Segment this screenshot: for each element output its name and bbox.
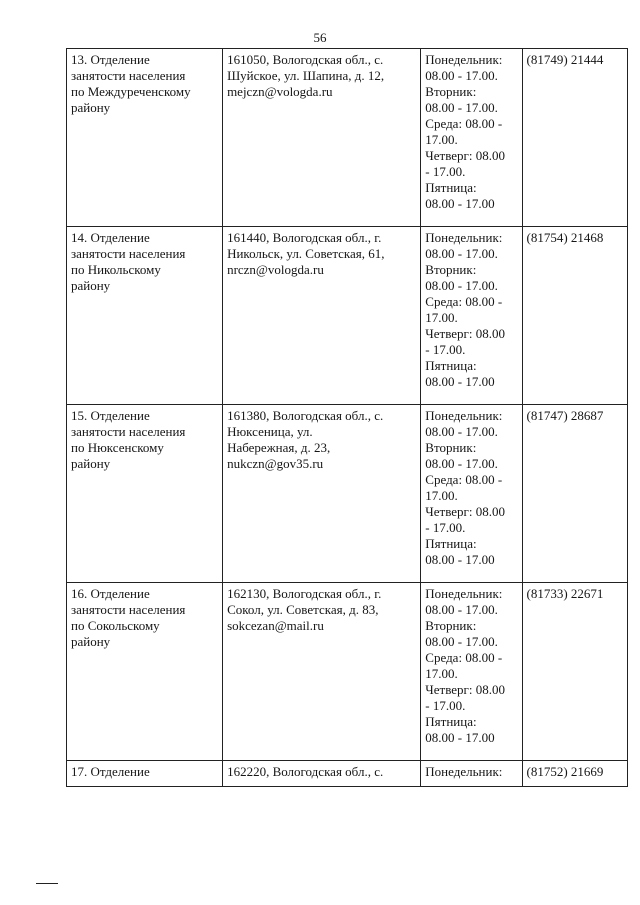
office-phone-cell: (81733) 22671 <box>522 583 627 761</box>
office-hours-cell: Понедельник: 08.00 - 17.00. Вторник: 08.00 - 17.00. Среда: 08.00 - 17.00. Четверг: 08.00 - 17.00. Пятница: 08.00 - 17.00 <box>421 405 522 583</box>
table-row <box>67 761 628 787</box>
office-name-cell: 13. Отделение занятости населения по Междуреченскому району <box>67 49 223 227</box>
office-name-cell: 15. Отделение занятости населения по Нюксенскому району <box>67 405 223 583</box>
page-number: 56 <box>313 30 327 45</box>
footer-divider <box>36 883 58 884</box>
office-phone-cell: (81752) 21669 <box>522 761 627 787</box>
office-address-cell: 161050, Вологодская обл., с. Шуйское, ул. Шапина, д. 12, mejczn@vologda.ru <box>223 49 421 227</box>
office-name-cell: 16. Отделение занятости населения по Сокольскому району <box>67 583 223 761</box>
office-address-cell: 161440, Вологодская обл., г. Никольск, ул. Советская, 61, nrczn@vologda.ru <box>223 227 421 405</box>
office-name-cell: 17. Отделение <box>67 761 223 787</box>
office-hours-cell: Понедельник: 08.00 - 17.00. Вторник: 08.00 - 17.00. Среда: 08.00 - 17.00. Четверг: 08.00 - 17.00. Пятница: 08.00 - 17.00 <box>421 49 522 227</box>
office-hours-cell: Понедельник: 08.00 - 17.00. Вторник: 08.00 - 17.00. Среда: 08.00 - 17.00. Четверг: 08.00 - 17.00. Пятница: 08.00 - 17.00 <box>421 583 522 761</box>
office-address-cell: 162130, Вологодская обл., г. Сокол, ул. Советская, д. 83, sokcezan@mail.ru <box>223 583 421 761</box>
office-phone-cell: (81754) 21468 <box>522 227 627 405</box>
table-row <box>67 583 628 761</box>
office-phone-cell: (81749) 21444 <box>522 49 627 227</box>
office-phone-cell: (81747) 28687 <box>522 405 627 583</box>
office-address-cell: 162220, Вологодская обл., с. <box>223 761 421 787</box>
office-hours-cell: Понедельник: <box>421 761 522 787</box>
employment-offices-table <box>66 48 628 787</box>
office-address-cell: 161380, Вологодская обл., с. Нюксеница, ул. Набережная, д. 23, nukczn@gov35.ru <box>223 405 421 583</box>
table-row <box>67 49 628 227</box>
office-hours-cell: Понедельник: 08.00 - 17.00. Вторник: 08.00 - 17.00. Среда: 08.00 - 17.00. Четверг: 08.00 - 17.00. Пятница: 08.00 - 17.00 <box>421 227 522 405</box>
table-row <box>67 405 628 583</box>
table-row <box>67 227 628 405</box>
office-name-cell: 14. Отделение занятости населения по Никольскому району <box>67 227 223 405</box>
